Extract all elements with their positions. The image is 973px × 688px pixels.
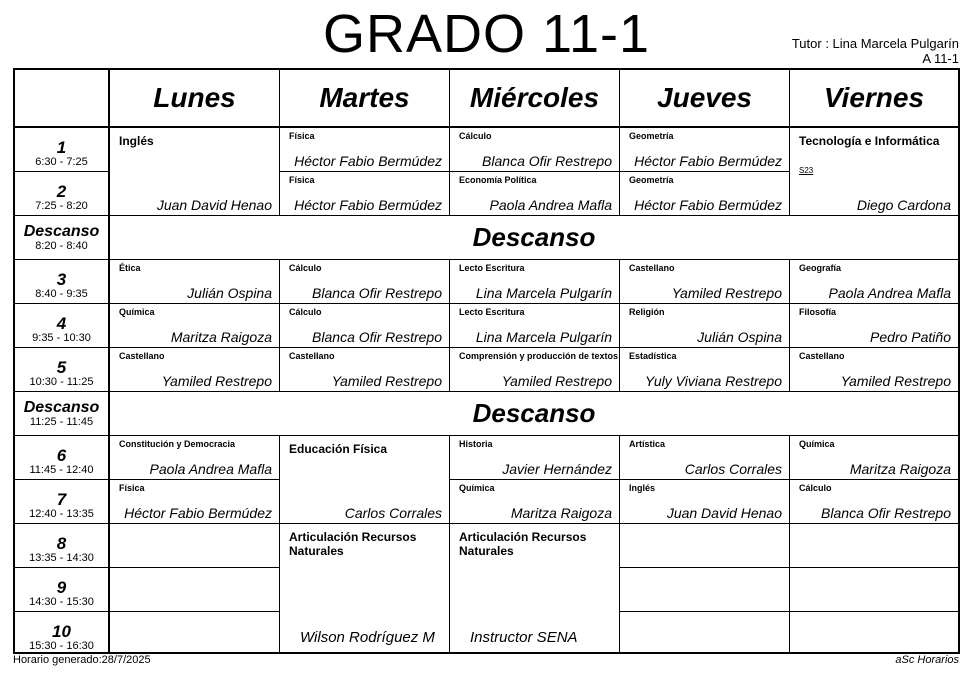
day-header-wednesday: Miércoles bbox=[450, 70, 620, 128]
subject-name: Articulación Recursos Naturales bbox=[289, 530, 417, 558]
lesson-cell bbox=[280, 128, 450, 172]
subject-name: Articulación Recursos Naturales bbox=[459, 530, 587, 558]
subject-name: Cálculo bbox=[289, 307, 322, 317]
period-time: 11:45 - 12:40 bbox=[29, 464, 94, 476]
day-header-tuesday: Martes bbox=[280, 70, 450, 128]
subject-name: Química bbox=[119, 307, 155, 317]
break-banner: Descanso bbox=[110, 392, 958, 436]
teacher-name: Lina Marcela Pulgarín bbox=[475, 285, 612, 301]
subject-name: Comprensión y producción de textos bbox=[459, 351, 619, 361]
subject-name: Castellano bbox=[119, 351, 165, 361]
teacher-name: Yamiled Restrepo bbox=[671, 285, 782, 301]
period-7 bbox=[15, 480, 110, 524]
lesson-cell bbox=[790, 348, 958, 392]
tutor-name: Tutor : Lina Marcela Pulgarín bbox=[791, 36, 959, 51]
teacher-name: Maritza Raigoza bbox=[170, 329, 272, 345]
subject-name: Física bbox=[289, 175, 315, 185]
teacher-name: Maritza Raigoza bbox=[849, 461, 951, 477]
lesson-cell bbox=[450, 128, 620, 172]
teacher-name: Carlos Corrales bbox=[344, 505, 442, 521]
period-break-1 bbox=[15, 216, 110, 260]
teacher-name: Paola Andrea Mafla bbox=[489, 197, 612, 213]
lesson-cell bbox=[790, 260, 958, 304]
period-number: 1 bbox=[56, 138, 67, 157]
period-number: 7 bbox=[56, 490, 67, 509]
lesson-cell bbox=[620, 128, 790, 172]
period-time: 6:30 - 7:25 bbox=[35, 156, 88, 168]
teacher-name: Blanca Ofir Restrepo bbox=[482, 153, 612, 169]
software-brand: aSc Horarios bbox=[895, 654, 959, 666]
lesson-cell bbox=[620, 172, 790, 216]
lesson-cell bbox=[450, 480, 620, 524]
room-code: S23 bbox=[799, 166, 814, 175]
subject-name: Cálculo bbox=[799, 483, 832, 493]
subject-name: Tecnología e Informática bbox=[799, 134, 940, 148]
lesson-cell bbox=[110, 348, 280, 392]
teacher-name: Javier Hernández bbox=[502, 461, 612, 477]
lesson-cell bbox=[620, 260, 790, 304]
subject-name: Castellano bbox=[629, 263, 675, 273]
teacher-name: Julián Ospina bbox=[187, 285, 272, 301]
subject-name: Educación Física bbox=[289, 442, 388, 456]
lesson-cell bbox=[790, 480, 958, 524]
lesson-cell bbox=[280, 348, 450, 392]
period-time: 13:35 - 14:30 bbox=[29, 552, 94, 564]
period-number: 10 bbox=[52, 622, 71, 641]
teacher-name: Instructor SENA bbox=[470, 629, 578, 646]
lesson-cell bbox=[280, 524, 450, 654]
teacher-name: Juan David Henao bbox=[666, 505, 782, 521]
subject-name: Química bbox=[459, 483, 495, 493]
period-number: 3 bbox=[56, 270, 67, 289]
lesson-cell bbox=[450, 524, 620, 654]
lesson-cell bbox=[790, 128, 958, 216]
lesson-cell bbox=[450, 436, 620, 480]
lesson-cell bbox=[620, 480, 790, 524]
period-time: 10:30 - 11:25 bbox=[29, 376, 94, 388]
teacher-name: Pedro Patiño bbox=[870, 329, 951, 345]
period-3 bbox=[15, 260, 110, 304]
period-5 bbox=[15, 348, 110, 392]
empty-cell bbox=[110, 524, 280, 568]
lesson-cell bbox=[790, 304, 958, 348]
teacher-name: Héctor Fabio Bermúdez bbox=[124, 505, 272, 521]
teacher-name: Wilson Rodríguez M bbox=[300, 629, 435, 646]
period-number: 4 bbox=[56, 314, 67, 333]
subject-name: Estadística bbox=[629, 351, 677, 361]
period-number: Descanso bbox=[23, 223, 100, 240]
period-10 bbox=[15, 612, 110, 654]
schedule-table bbox=[13, 68, 960, 654]
lesson-cell bbox=[280, 304, 450, 348]
subject-name: Constitución y Democracia bbox=[119, 439, 236, 449]
subject-name: Lecto Escritura bbox=[459, 307, 525, 317]
lesson-cell bbox=[280, 436, 450, 524]
teacher-name: Yamiled Restrepo bbox=[840, 373, 951, 389]
day-header-friday: Viernes bbox=[790, 70, 958, 128]
teacher-name: Maritza Raigoza bbox=[510, 505, 612, 521]
period-4 bbox=[15, 304, 110, 348]
lesson-cell bbox=[450, 304, 620, 348]
lesson-cell bbox=[620, 304, 790, 348]
period-8 bbox=[15, 524, 110, 568]
period-time: 8:20 - 8:40 bbox=[35, 240, 88, 252]
subject-name: Economía Política bbox=[459, 175, 537, 185]
lesson-cell bbox=[450, 172, 620, 216]
teacher-name: Héctor Fabio Bermúdez bbox=[294, 153, 442, 169]
period-time: 8:40 - 9:35 bbox=[35, 288, 88, 300]
subject-name: Inglés bbox=[629, 483, 656, 493]
day-header-thursday: Jueves bbox=[620, 70, 790, 128]
teacher-name: Yuly Viviana Restrepo bbox=[645, 373, 782, 389]
teacher-name: Héctor Fabio Bermúdez bbox=[634, 153, 782, 169]
teacher-name: Yamiled Restrepo bbox=[161, 373, 272, 389]
lesson-cell bbox=[110, 128, 280, 216]
lesson-cell bbox=[110, 304, 280, 348]
subject-name: Castellano bbox=[799, 351, 845, 361]
subject-name: Lecto Escritura bbox=[459, 263, 525, 273]
teacher-name: Carlos Corrales bbox=[684, 461, 782, 477]
teacher-name: Diego Cardona bbox=[856, 197, 951, 213]
teacher-name: Julián Ospina bbox=[697, 329, 782, 345]
empty-cell bbox=[110, 612, 280, 654]
empty-cell bbox=[110, 568, 280, 612]
teacher-name: Blanca Ofir Restrepo bbox=[312, 329, 442, 345]
teacher-name: Héctor Fabio Bermúdez bbox=[634, 197, 782, 213]
teacher-name: Yamiled Restrepo bbox=[501, 373, 612, 389]
period-time: 12:40 - 13:35 bbox=[29, 508, 94, 520]
subject-name: Geometría bbox=[629, 175, 674, 185]
empty-cell bbox=[790, 612, 958, 654]
teacher-name: Paola Andrea Mafla bbox=[828, 285, 951, 301]
period-1 bbox=[15, 128, 110, 172]
period-time: 11:25 - 11:45 bbox=[29, 416, 94, 428]
lesson-cell bbox=[280, 172, 450, 216]
lesson-cell bbox=[450, 260, 620, 304]
break-banner: Descanso bbox=[110, 216, 958, 260]
subject-name: Geometría bbox=[629, 131, 674, 141]
subject-name: Historia bbox=[459, 439, 493, 449]
subject-name: Química bbox=[799, 439, 835, 449]
lesson-cell bbox=[110, 260, 280, 304]
period-number: 2 bbox=[56, 182, 67, 201]
period-time: 15:30 - 16:30 bbox=[29, 640, 94, 652]
period-9 bbox=[15, 568, 110, 612]
subject-name: Física bbox=[119, 483, 145, 493]
period-2 bbox=[15, 172, 110, 216]
period-time: 14:30 - 15:30 bbox=[29, 596, 94, 608]
subject-name: Cálculo bbox=[459, 131, 492, 141]
lesson-cell bbox=[620, 348, 790, 392]
teacher-name: Juan David Henao bbox=[156, 197, 272, 213]
period-number: Descanso bbox=[23, 399, 100, 416]
subject-name: Ética bbox=[119, 263, 141, 273]
subject-name: Cálculo bbox=[289, 263, 322, 273]
empty-cell bbox=[620, 568, 790, 612]
period-time: 7:25 - 8:20 bbox=[35, 200, 88, 212]
period-number: 6 bbox=[56, 446, 67, 465]
corner-cell bbox=[15, 70, 110, 128]
empty-cell bbox=[620, 612, 790, 654]
teacher-name: Yamiled Restrepo bbox=[331, 373, 442, 389]
teacher-name: Blanca Ofir Restrepo bbox=[312, 285, 442, 301]
lesson-cell bbox=[280, 260, 450, 304]
classroom-code: A 11-1 bbox=[922, 51, 959, 66]
period-6 bbox=[15, 436, 110, 480]
tutor-info bbox=[792, 36, 959, 66]
period-number: 9 bbox=[56, 578, 67, 597]
subject-name: Filosofía bbox=[799, 307, 837, 317]
empty-cell bbox=[620, 524, 790, 568]
lesson-cell bbox=[110, 480, 280, 524]
page-title: GRADO 11-1 bbox=[322, 4, 651, 64]
lesson-cell bbox=[620, 436, 790, 480]
subject-name: Física bbox=[289, 131, 315, 141]
period-number: 8 bbox=[56, 534, 67, 553]
empty-cell bbox=[790, 524, 958, 568]
period-number: 5 bbox=[56, 358, 67, 377]
generated-date: Horario generado:28/7/2025 bbox=[13, 654, 151, 666]
period-break-2 bbox=[15, 392, 110, 436]
period-time: 9:35 - 10:30 bbox=[32, 332, 91, 344]
empty-cell bbox=[790, 568, 958, 612]
subject-name: Inglés bbox=[119, 134, 154, 148]
lesson-cell bbox=[110, 436, 280, 480]
teacher-name: Héctor Fabio Bermúdez bbox=[294, 197, 442, 213]
lesson-cell bbox=[450, 348, 620, 392]
lesson-cell bbox=[790, 436, 958, 480]
teacher-name: Paola Andrea Mafla bbox=[149, 461, 272, 477]
subject-name: Artística bbox=[629, 439, 666, 449]
teacher-name: Lina Marcela Pulgarín bbox=[475, 329, 612, 345]
day-header-monday: Lunes bbox=[110, 70, 280, 128]
subject-name: Geografía bbox=[799, 263, 842, 273]
subject-name: Religión bbox=[629, 307, 665, 317]
subject-name: Castellano bbox=[289, 351, 335, 361]
teacher-name: Blanca Ofir Restrepo bbox=[821, 505, 951, 521]
